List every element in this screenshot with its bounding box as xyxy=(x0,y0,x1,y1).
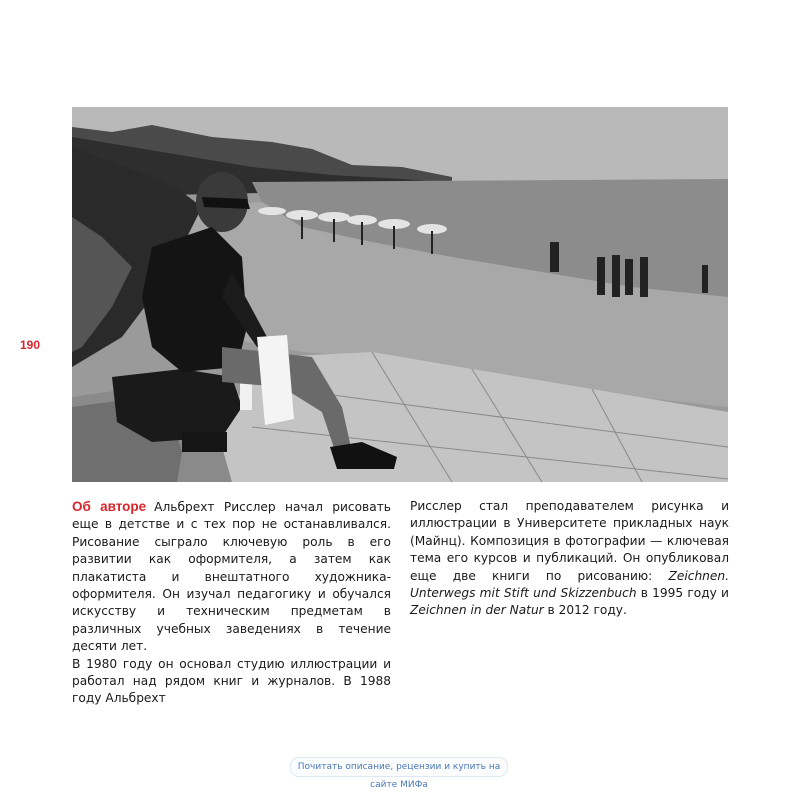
about-author-left-column xyxy=(72,498,391,708)
beach-sketching-photo xyxy=(72,107,728,482)
about-paragraph-3 xyxy=(410,498,729,620)
about-paragraph-1 xyxy=(72,498,391,656)
book-year-1: в 1995 году и xyxy=(636,586,729,601)
about-paragraph-2: В 1980 году он основал студию иллюстрации и работал над рядом книг и журналов. В 1988 году Альбрехт xyxy=(72,656,391,706)
about-heading: Об авторе xyxy=(72,499,147,514)
about-text-3: Рисслер стал преподавателем рисунка и иллюстрации в Университете прикладных наук (Майнц). Композиция в фотографии — ключевая тема его курсов и публикаций. Он опубликовал еще две книги по рисованию: xyxy=(410,499,729,583)
about-text-1: Альбрехт Рисслер начал рисовать еще в детстве и с тех пор не останавливался. Рисование сыграло ключевую роль в его развитии как оформителя, а затем как плакатиста и внештатного художника-оформителя. Он изучал педагогику и обучался искусству и техническим предметам в различных учебных заведениях в течение десяти лет. xyxy=(72,500,391,654)
book-year-2: в 2012 году. xyxy=(543,603,627,618)
page-number: 190 xyxy=(20,338,41,352)
book-title-2: Zeichnen in der Natur xyxy=(410,603,544,618)
shop-link[interactable]: Почитать описание, рецензии и купить на сайте МИФа xyxy=(290,757,508,777)
about-author-right-column xyxy=(410,498,729,620)
book-title-1: Zeichnen. Unterwegs mit Stift und Skizzenbuch xyxy=(410,568,729,601)
